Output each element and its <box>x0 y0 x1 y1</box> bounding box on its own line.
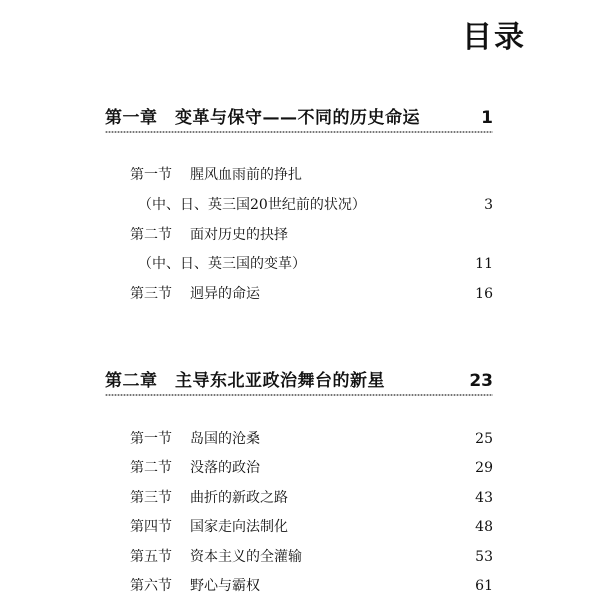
section-number: 第一节 <box>130 167 172 183</box>
section-title: 腥风血雨前的挣扎 <box>190 167 302 183</box>
section-page-number: 11 <box>475 256 493 272</box>
toc-entry[interactable] <box>130 427 493 451</box>
section-title: 国家走向法制化 <box>190 519 288 535</box>
chapter-title: 第一章 变革与保守——不同的历史命运 <box>105 108 420 128</box>
toc-entry[interactable] <box>130 456 493 480</box>
section-page-number: 16 <box>475 286 493 302</box>
section-page-number: 25 <box>475 431 493 447</box>
toc-entry[interactable] <box>130 223 493 247</box>
section-page-number: 61 <box>475 578 493 594</box>
section-page-number: 48 <box>475 519 493 535</box>
page-title: 目录 <box>462 20 526 55</box>
section-number: 第二节 <box>130 227 172 243</box>
chapter-heading[interactable] <box>105 367 493 397</box>
toc-entry[interactable] <box>130 282 493 306</box>
section-title: 岛国的沧桑 <box>190 431 260 447</box>
section-title: （中、日、英三国的变革） <box>138 256 306 272</box>
section-number: 第四节 <box>130 519 172 535</box>
section-page-number: 53 <box>475 549 493 565</box>
toc-entry[interactable] <box>130 486 493 510</box>
dotted-rule <box>105 393 493 397</box>
chapter-title: 第二章 主导东北亚政治舞台的新星 <box>105 371 385 391</box>
section-title: 曲折的新政之路 <box>190 490 288 506</box>
toc-entry[interactable] <box>130 252 493 276</box>
toc-entry[interactable] <box>130 545 493 569</box>
section-title: 野心与霸权 <box>190 578 260 594</box>
toc-entry[interactable] <box>130 163 493 187</box>
section-page-number: 3 <box>484 197 493 213</box>
section-title: （中、日、英三国20世纪前的状况） <box>138 197 366 213</box>
section-page-number: 43 <box>475 490 493 506</box>
section-number: 第一节 <box>130 431 172 447</box>
section-page-number: 29 <box>475 460 493 476</box>
toc-entry[interactable] <box>130 574 493 598</box>
section-number: 第六节 <box>130 578 172 594</box>
chapter-heading[interactable] <box>105 104 493 134</box>
toc-entry[interactable] <box>130 515 493 539</box>
section-number: 第五节 <box>130 549 172 565</box>
section-title: 迥异的命运 <box>190 286 260 302</box>
section-title: 资本主义的全灌输 <box>190 549 302 565</box>
chapter-page-number: 1 <box>481 108 493 128</box>
chapter-page-number: 23 <box>469 371 493 391</box>
section-title: 没落的政治 <box>190 460 260 476</box>
section-number: 第三节 <box>130 286 172 302</box>
section-number: 第二节 <box>130 460 172 476</box>
section-number: 第三节 <box>130 490 172 506</box>
section-title: 面对历史的抉择 <box>190 227 288 243</box>
toc-entry[interactable] <box>130 193 493 217</box>
dotted-rule <box>105 130 493 134</box>
